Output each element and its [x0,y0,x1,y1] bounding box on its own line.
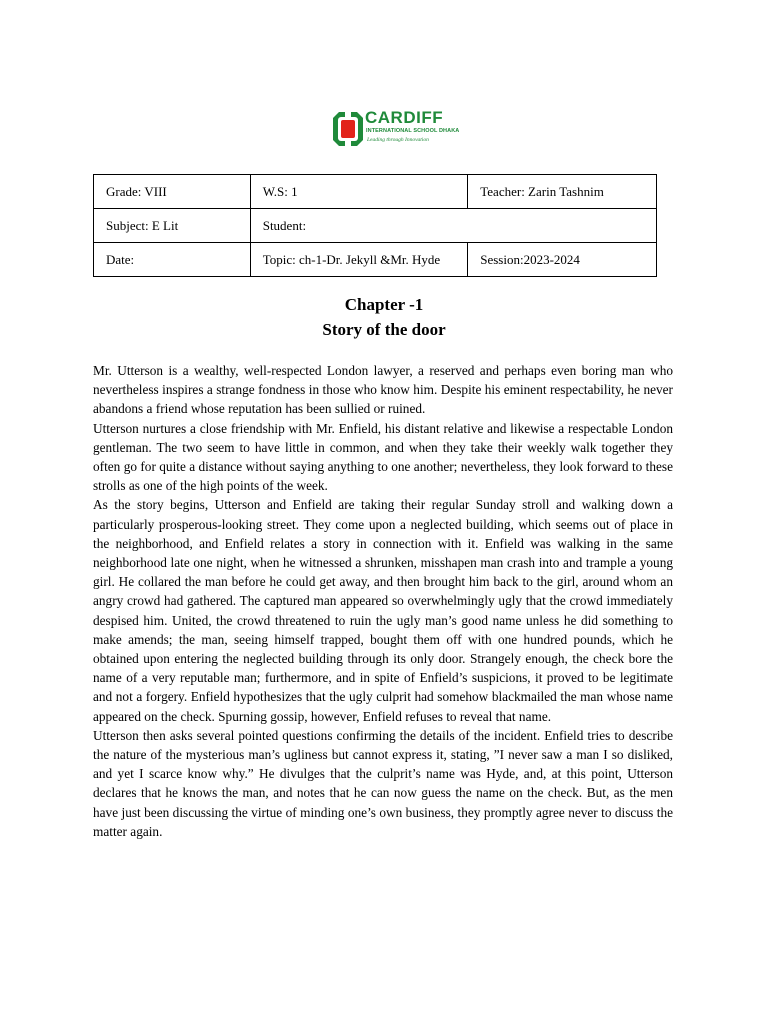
school-emblem-icon [331,110,365,148]
grade-cell: Grade: VIII [94,175,251,209]
logo-subtitle: INTERNATIONAL SCHOOL DHAKA [366,128,460,134]
table-row [94,243,657,277]
school-logo [331,108,460,150]
paragraph: As the story begins, Utterson and Enfield are taking their regular Sunday stroll and walking down a particularly prosperous-looking street. They come upon a neglected building, which seems out of place in the neighborhood, and Enfield relates a story in connection with it. Enfield was walking in the same neighborhood late one night, when he witnessed a shrunken, misshapen man crash into and trample a young girl. He collared the man before he could get away, and then brought him back to the girl, around whom an angry crowd had gathered. The captured man appeared so overwhelmingly ugly that the crowd immediately despised him. United, the crowd threatened to ruin the ugly man’s good name unless he did something to make amends; the man, seeing himself trapped, bought them off with one hundred pounds, which he obtained upon entering the neglected building through its only door. Strangely enough, the check bore the name of a very reputable man; furthermore, and in spite of Enfield’s suspicions, it proved to be legitimate and not a forgery. Enfield hypothesizes that the ugly culprit had somehow blackmailed the man whose name appeared on the check. Spurning gossip, however, Enfield refuses to reveal that name. [93,497,673,724]
date-cell: Date: [94,243,251,277]
paragraph: Utterson nurtures a close friendship with Mr. Enfield, his distant relative and likewise a respectable London gentleman. The two seem to have little in common, and when they take their weekly walk together they often go for quite a distance without saying anything to one another; nevertheless, they look forward to these strolls as one of the high points of the week. [93,420,673,494]
table-row [94,175,657,209]
worksheet-info-table [93,174,657,277]
paragraph: Utterson then asks several pointed questions confirming the details of the incident. Enfield tries to describe the nature of the mysterious man’s ugliness but cannot express it, stating, ”I never saw a man I so disliked, and yet I scarce know why.” He divulges that the culprit’s name was Hyde, and, at this point, Utterson declares that he knows the man, and notes that he can now guess the name on the check. But, as the men have just been discussing the virtue of minding one’s own business, they promptly agree never to discuss the matter again. [93,727,673,839]
worksheet-cell: W.S: 1 [250,175,468,209]
teacher-cell: Teacher: Zarin Tashnim [468,175,657,209]
chapter-title: Story of the door [322,320,446,339]
logo-tagline: Leading through Innovation [367,137,429,143]
chapter-number: Chapter -1 [344,295,424,314]
paragraph: Mr. Utterson is a wealthy, well-respected London lawyer, a reserved and perhaps even boring man who nevertheless inspires a strange fondness in those who know him. Despite his eminent respectability, he never abandons a friend whose reputation has been sullied or ruined. [93,363,673,417]
subject-cell: Subject: E Lit [94,209,251,243]
student-cell: Student: [250,209,656,243]
session-cell: Session:2023-2024 [468,243,657,277]
topic-cell: Topic: ch-1-Dr. Jekyll &Mr. Hyde [250,243,468,277]
table-row [94,209,657,243]
logo-name: CARDIFF [365,108,444,127]
chapter-summary-text [93,361,673,841]
